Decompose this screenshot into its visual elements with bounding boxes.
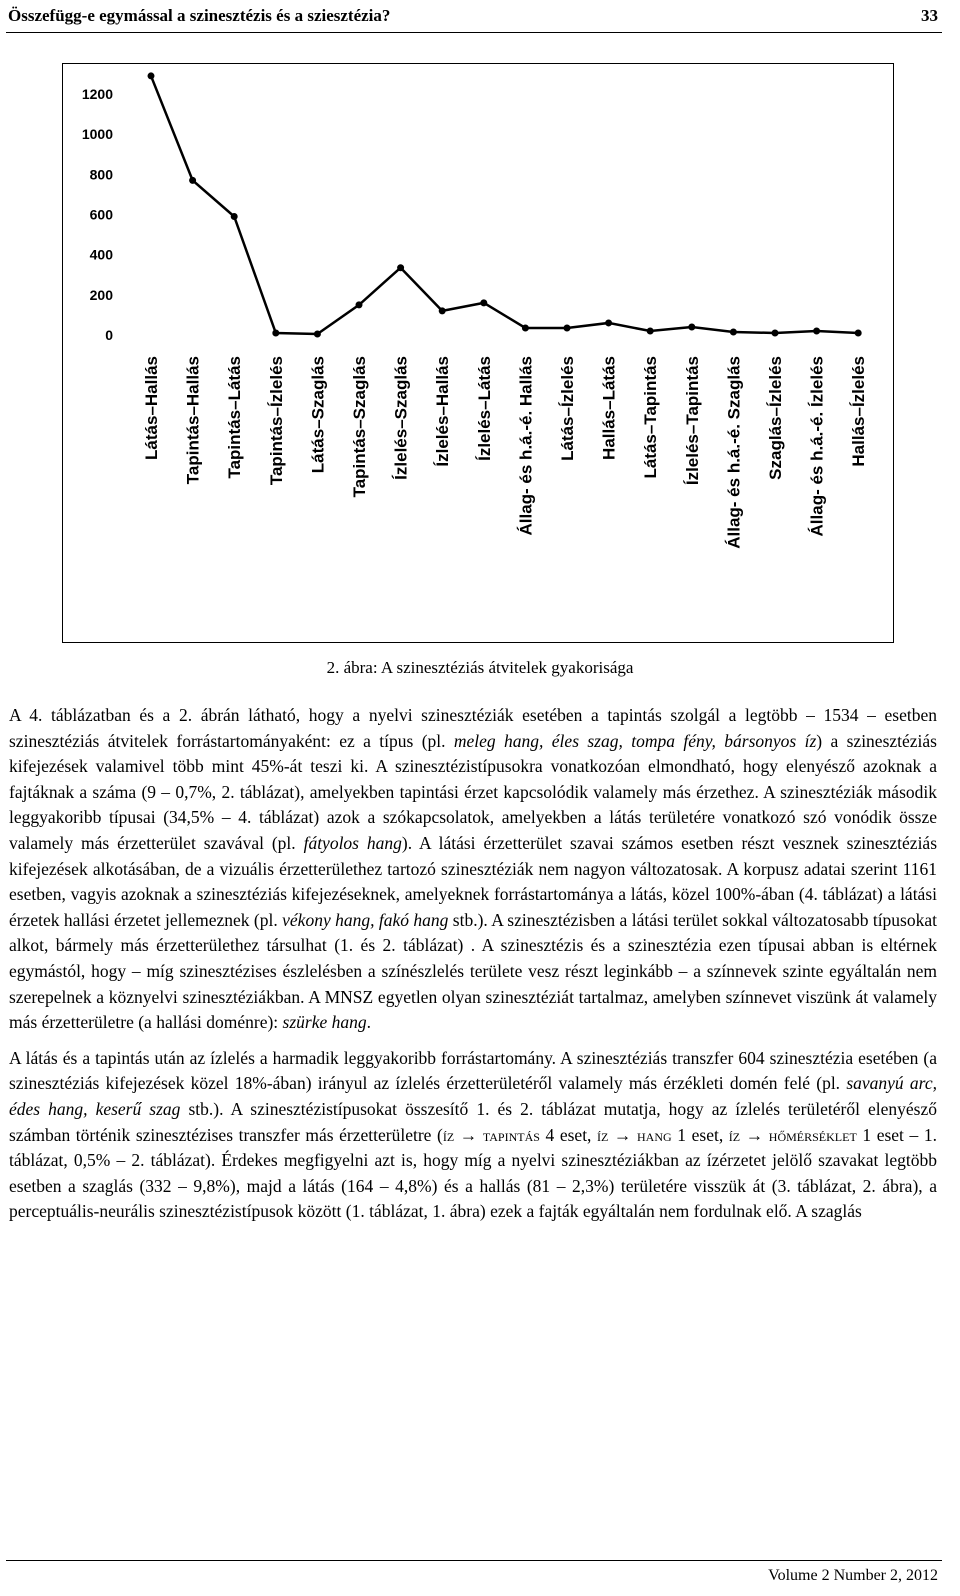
small-caps-text: íz → tapintás bbox=[442, 1124, 540, 1145]
data-point bbox=[439, 307, 446, 314]
running-title: Összefügg-e egymással a szinesztézis és a sziesztézia? bbox=[8, 6, 391, 25]
figure-caption: 2. ábra: A szinesztéziás átvitelek gyakorisága bbox=[326, 658, 634, 677]
x-category-label: Tapintás–Látás bbox=[225, 356, 245, 479]
data-point bbox=[480, 299, 487, 306]
italic-example-text: szürke hang bbox=[282, 1012, 367, 1033]
data-point bbox=[231, 213, 238, 220]
text-run: stb.). A szinesztézisben a látási terület sokkal változatosabb típusokat alkot, bármely más érzetterülethez társulhat (1. és 2. táblázat) . A szinesztézis és a szinesztézia ezen típusai abban is eltérnek egymástól, hogy – míg szinesztézises észlelésben a színészlelés területe vesz részt leginkább – a színnevek szinte egyáltalán nem szerepelnek a köznyelvi szinesztéziákban. A MNSZ egyetlen olyan szinesztéziát tartalmaz, amelyben színnevet viszünk át valamely más érzetterületre (a hallási doménre): bbox=[9, 909, 937, 1033]
italic-example-text: meleg hang, éles szag, tompa fény, bársonyos íz bbox=[453, 730, 817, 751]
text-run: 1 eset, bbox=[671, 1124, 729, 1145]
chart-canvas bbox=[63, 64, 895, 644]
paragraph-1 bbox=[9, 703, 937, 1036]
x-category-label: Állag- és h.á.-é. Ízlelés bbox=[807, 356, 827, 537]
data-point bbox=[522, 324, 529, 331]
data-point bbox=[647, 327, 654, 334]
series-line bbox=[151, 76, 858, 334]
data-point bbox=[813, 327, 820, 334]
data-point bbox=[688, 323, 695, 330]
x-category-label: Szaglás–Ízlelés bbox=[766, 356, 785, 480]
x-category-label: Hallás–Látás bbox=[599, 356, 619, 460]
x-category-label: Látás–Hallás bbox=[142, 356, 161, 460]
text-run: 1 eset – 1. táblázat, 0,5% – 2. táblázat). Érdekes megfigyelni azt is, hogy míg a nyelvi szinesztéziákban az ízérzetet jelölő szavakat legtöbb esetben a szaglás (332 – 9,8%), majd a látás (164 – 4,8%) és a hallás (81 – 2,3%) területére visszük át (3. táblázat, 2. ábra), a perceptuális-neurális szinesztézistípusok között (1. táblázat, 1. ábra) ezek a fajták egyáltalán nem fordulnak elő. A szaglás bbox=[9, 1124, 937, 1222]
y-tick-label: 800 bbox=[89, 166, 113, 183]
text-run: ) a szinesztéziás kifejezések valamivel több mint 45%-át teszi ki. A szinesztézistípusokra vonatkozóan elmondható, hogy elenyésző azoknak a fajtáknak a száma (9 – 0,7%, 2. táblázat), amelyekben tapintási érzet kapcsolódik valamely más érzethez. A szinesztéziák második leggyakoribb típusai (34,5% – 4. táblázat) azok a szókapcsolatok, amelyekben a látás területére vonatkozó szó vonódik össze valamely más érzetterület szavával (pl. bbox=[9, 730, 937, 853]
text-run: 4 eset, bbox=[539, 1124, 598, 1145]
page-number: 33 bbox=[921, 6, 938, 25]
y-tick-label: 200 bbox=[89, 286, 113, 303]
text-run: . bbox=[366, 1012, 372, 1033]
x-category-label: Látás–Ízlelés bbox=[558, 356, 577, 461]
text-run: ). A látási érzetterület szavai számos esetben részt vesznek szinesztéziás kifejezések alkotásában, de a vizuális érzetterülethez tartozó szinesztéziák nem nagyon változatosak. A korpusz adatai szerint 1161 esetben, vagyis azoknak a szinesztéziás kifejezéseknek, amelyeknek forrástartománya a látás, közel 100%-ában (4. táblázat) a látási érzetek hallási érzetet jellemeznek (pl. bbox=[9, 832, 938, 930]
data-point bbox=[564, 324, 571, 331]
data-point bbox=[605, 319, 612, 326]
y-tick-label: 600 bbox=[89, 206, 113, 223]
italic-example-text: savanyú arc, édes hang, keserű szag bbox=[9, 1073, 937, 1119]
data-point bbox=[730, 328, 737, 335]
small-caps-text: íz → hang bbox=[597, 1124, 672, 1145]
data-point bbox=[314, 330, 321, 337]
x-category-label: Ízlelés–Tapintás bbox=[682, 356, 702, 486]
data-point bbox=[189, 177, 196, 184]
y-tick-label: 1200 bbox=[81, 86, 113, 102]
data-point bbox=[397, 264, 404, 271]
italic-example-text: fátyolos hang bbox=[303, 832, 402, 853]
running-header bbox=[8, 6, 938, 32]
x-category-label: Állag- és h.á.-é. Szaglás bbox=[724, 356, 744, 549]
text-run: A 4. táblázatban és a 2. ábrán látható, hogy a nyelvi szinesztéziák esetében a tapintás szolgál a legtöbb – 1534 – esetben szinesztéziás átvitelek forrástartományaként: ez a típus (pl. bbox=[9, 705, 937, 751]
x-category-label: Látás–Szaglás bbox=[308, 356, 328, 474]
body-text bbox=[9, 703, 937, 1225]
header-rule bbox=[6, 32, 942, 33]
data-point bbox=[855, 329, 862, 336]
y-tick-label: 1000 bbox=[81, 126, 113, 143]
data-point bbox=[772, 329, 779, 336]
x-category-label: Ízlelés–Hallás bbox=[433, 356, 453, 467]
x-category-label: Tapintás–Szaglás bbox=[350, 356, 369, 498]
italic-example-text: vékony hang, fakó hang bbox=[282, 909, 449, 930]
line-chart bbox=[62, 63, 894, 643]
paragraph-2 bbox=[9, 1046, 937, 1225]
x-category-label: Tapintás–Hallás bbox=[183, 356, 203, 485]
y-tick-label: 400 bbox=[89, 246, 113, 263]
x-category-label: Látás–Tapintás bbox=[641, 356, 661, 479]
text-run: A látás és a tapintás után az ízlelés a harmadik leggyakoribb forrástartomány. A szinesztéziás transzfer 604 szinesztézia esetében (a szinesztéziás kifejezések közel 18%-ában) irányul az ízlelés érzetterületéről valamely más érzékleti domén felé (pl. bbox=[9, 1047, 937, 1094]
footer-volume: Volume 2 Number 2, 2012 bbox=[768, 1567, 938, 1584]
data-point bbox=[272, 329, 279, 336]
small-caps-text: íz → hőmérséklet bbox=[728, 1124, 857, 1145]
text-run: stb.). A szinesztézistípusokat összesítő 1. és 2. táblázat mutatja, hogy az ízlelés területéről elenyésző számban történik szinesztézises transzfer más érzetterületre ( bbox=[9, 1098, 938, 1145]
x-category-label: Állag- és h.á.-é. Hallás bbox=[516, 356, 536, 536]
data-point bbox=[148, 72, 155, 79]
x-category-label: Hallás–Ízlelés bbox=[849, 356, 869, 467]
data-point bbox=[356, 301, 363, 308]
y-tick-label: 0 bbox=[105, 327, 113, 343]
x-category-label: Tapintás–Ízlelés bbox=[266, 356, 286, 486]
x-category-label: Ízlelés–Látás bbox=[474, 356, 494, 461]
x-category-label: Ízlelés–Szaglás bbox=[391, 356, 411, 480]
footer-rule bbox=[6, 1560, 942, 1561]
